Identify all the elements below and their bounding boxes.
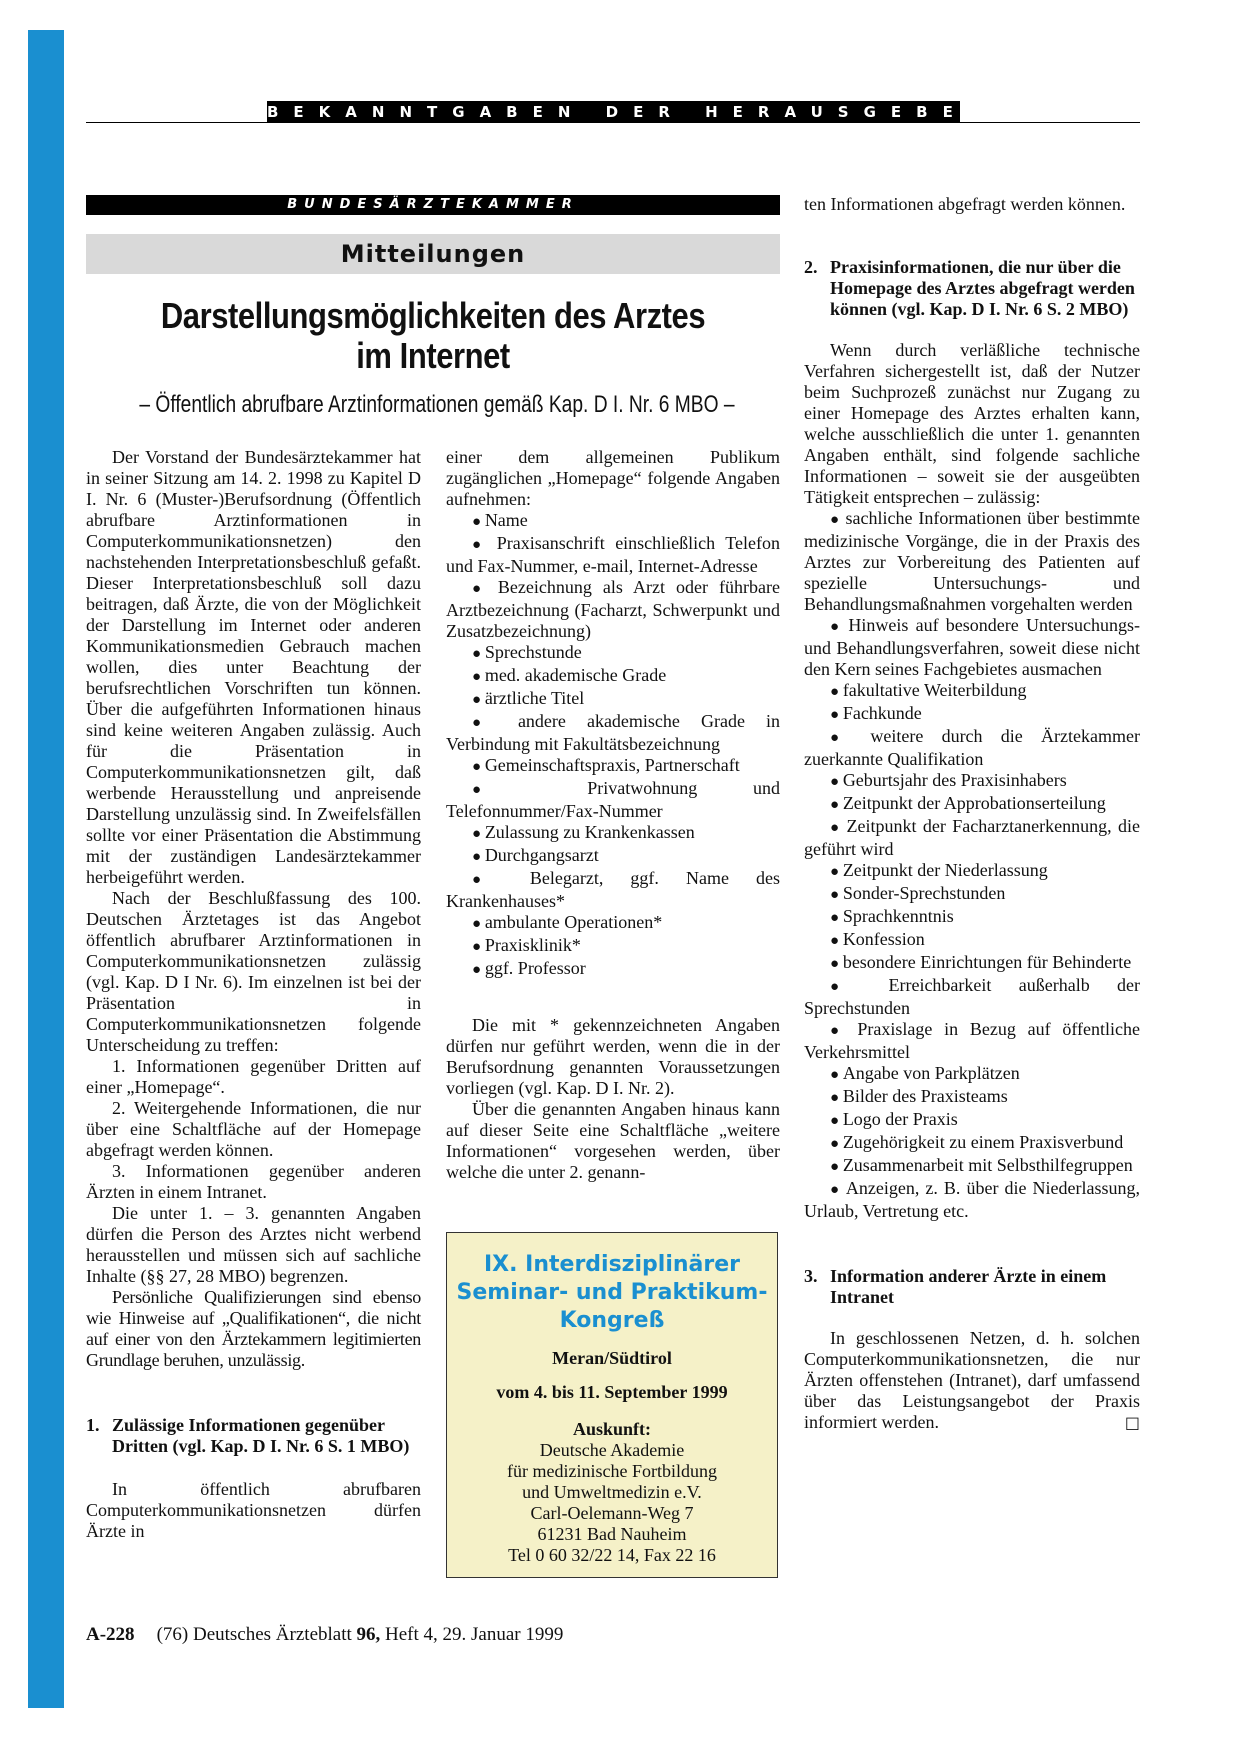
heading-number: 3. (804, 1266, 818, 1286)
header-rule (86, 122, 1140, 123)
blue-side-bar (28, 30, 64, 1708)
bullet-item: ● Fachkunde (804, 703, 1140, 726)
heading-number: 1. (86, 1415, 100, 1435)
page-footer (86, 1623, 563, 1647)
heading-text: Praxisinformationen, die nur über die Homepage des Arztes abgefragt werden können (vgl. Kap. D I. Nr. 6 S. 2 MBO) (830, 257, 1135, 319)
bullet-item: ● Durchgangsarzt (446, 845, 780, 868)
bullet-item: ● Konfession (804, 929, 1140, 952)
page-number: A-228 (86, 1624, 135, 1645)
bullet-item: ● weitere durch die Ärztekammer zuerkannte Qualifikation (804, 726, 1140, 770)
paragraph: Nach der Beschlußfassung des 100. Deutschen Ärztetages ist das Angebot öffentlich abrufbarer Arztinformationen in Computerkommunikationsnetzen zulässig (vgl. Kap. D I Nr. 6). Im einzelnen ist bei der Präsentation in Computerkommunikationsnetzen folgende Unterscheidung zu treffen: (86, 888, 421, 1055)
article-title-line-2: im Internet (356, 335, 510, 376)
bullet-item: ● Gemeinschaftspraxis, Partnerschaft (446, 755, 780, 778)
section-heading-1 (86, 1415, 421, 1457)
bullet-item: ● Praxisanschrift einschließlich Telefon und Fax-Nummer, e-mail, Internet-Adresse (446, 533, 780, 577)
section-heading-2 (804, 257, 1140, 320)
congress-notice-box (446, 1232, 778, 1578)
heading-text: Information anderer Ärzte in einem Intranet (830, 1266, 1107, 1307)
bullet-item: ● Erreichbarkeit außerhalb der Sprechstunden (804, 975, 1140, 1019)
contact-line: 61231 Bad Nauheim (537, 1524, 687, 1544)
list-item: 2. Weitergehende Informationen, die nur über eine Schaltfläche auf der Homepage abgefragt werden können. (86, 1098, 421, 1160)
article-title (135, 296, 732, 376)
bullet-item: ● Zeitpunkt der Niederlassung (804, 860, 1140, 883)
article-title-line-1: Darstellungsmöglichkeiten des Arztes (160, 295, 706, 336)
header-band: BEKANNTGABEN DER HERAUSGEBER (267, 103, 995, 121)
contact-line: Carl-Oelemann-Weg 7 (530, 1503, 694, 1523)
department-label: BUNDESÄRZTEKAMMER (86, 195, 780, 215)
bullet-item: ● Hinweis auf besondere Untersuchungs- und Behandlungsverfahren, soweit diese nicht den Kern seines Fachgebietes ausmachen (804, 615, 1140, 680)
article-subtitle: – Öffentlich abrufbare Arztinformationen gemäß Kap. D I. Nr. 6 MBO – (139, 391, 735, 418)
bullet-item: ● Anzeigen, z. B. über die Niederlassung, Urlaub, Vertretung etc. (804, 1178, 1140, 1222)
bullet-item: ● Sprachkenntnis (804, 906, 1140, 929)
paragraph: ten Informationen abgefragt werden können. (804, 194, 1126, 214)
bullet-item: ● ambulante Operationen* (446, 912, 780, 935)
bullet-item: ● Zeitpunkt der Facharztanerkennung, die geführt wird (804, 816, 1140, 860)
bullet-item: ● Bezeichnung als Arzt oder führbare Arztbezeichnung (Facharzt, Schwerpunkt und Zusatzbezeichnung) (446, 577, 780, 642)
section-title: Mitteilungen (86, 234, 780, 274)
bullet-item: ● Sonder-Sprechstunden (804, 883, 1140, 906)
bullet-item: ● Zusammenarbeit mit Selbsthilfegruppen (804, 1155, 1140, 1178)
heading-text: Zulässige Informationen gegenüber Dritten (vgl. Kap. D I. Nr. 6 S. 1 MBO) (112, 1415, 410, 1456)
paragraph (804, 1328, 1140, 1433)
bullet-item: ● ärztliche Titel (446, 688, 780, 711)
bullet-item: ● Praxisklinik* (446, 935, 780, 958)
congress-title: IX. Interdisziplinärer Seminar- und Praktikum-Kongreß (456, 1252, 768, 1333)
bullet-item: ● andere akademische Grade in Verbindung mit Fakultätsbezeichnung (446, 711, 780, 755)
contact-line: und Umweltmedizin e.V. (522, 1482, 702, 1502)
bullet-item: ● ggf. Professor (446, 958, 780, 981)
paragraph: einer dem allgemeinen Publikum zugänglichen „Homepage“ folgende Angaben aufnehmen: (446, 447, 780, 509)
volume-number: 96, (356, 1624, 381, 1645)
bullet-item: ● Angabe von Parkplätzen (804, 1063, 1140, 1086)
paragraph: Wenn durch verläßliche technische Verfahren sichergestellt ist, daß der Nutzer beim Suchprozeß zunächst nur Zugang zu einer Homepage des Arztes erhalten kann, welche ausschließlich die unter 1. genannten Angaben enthält, sind folgende sachliche Informationen – soweit sie der ausgeübten Tätigkeit entsprechen – zulässig: (804, 340, 1140, 507)
bullet-item: ● sachliche Informationen über bestimmte medizinische Vorgänge, die in der Praxis des Arztes zur Vorbereitung des Patienten auf spezielle Untersuchungs- und Behandlungsmaßnahmen vorgehalten werden (804, 508, 1140, 615)
congress-location: Meran/Südtirol (552, 1348, 672, 1368)
bullet-item: ● Privatwohnung und Telefonnummer/Fax-Nummer (446, 778, 780, 822)
bullet-item: ● fakultative Weiterbildung (804, 680, 1140, 703)
heading-number: 2. (804, 257, 818, 277)
paragraph: Die mit * gekennzeichneten Angaben dürfen nur geführt werden, wenn die in der Berufsordnung genannten Voraussetzungen vorliegen (vgl. Kap. D I. Nr. 2). (446, 1015, 780, 1098)
bullet-item: ● Zulassung zu Krankenkassen (446, 822, 780, 845)
bullet-item: ● Geburtsjahr des Praxisinhabers (804, 770, 1140, 793)
citation-issue: Heft 4, 29. Januar 1999 (385, 1624, 564, 1645)
text-column-1 (86, 447, 421, 1542)
bullet-item: ● Praxislage in Bezug auf öffentliche Verkehrsmittel (804, 1019, 1140, 1063)
bullet-item: ● Bilder des Praxisteams (804, 1086, 1140, 1109)
congress-date: vom 4. bis 11. September 1999 (496, 1382, 728, 1402)
paragraph: Der Vorstand der Bundesärztekammer hat in seiner Sitzung am 14. 2. 1998 zu Kapitel D I. Nr. 6 (Muster-)Berufsordnung (Öffentlich abrufbare Arztinformationen in Computerkommunikationsnetzen) den nachstehenden Interpretationsbeschluß gefaßt. Dieser Interpretationsbeschluß soll dazu beitragen, daß Ärzte, die von der Möglichkeit der Darstellung im Internet oder anderen Kommunikationsmedien Gebrauch machen wollen, dies unter Beachtung der berufsrechtlichen Vorschriften tun können. Über die aufgeführten Informationen hinaus sind keine weiteren Angaben zulässig. Auch für die Präsentation in Computerkommunikationsnetzen gilt, daß werbende Herausstellung und anpreisende Darstellung unzulässig sind. In Zweifelsfällen sollte vor einer Präsentation die Abstimmung mit der zuständigen Landesärztekammer herbeigeführt werden. (86, 447, 421, 887)
paragraph: Über die genannten Angaben hinaus kann auf dieser Seite eine Schaltfläche „weitere Informationen“ vorgesehen werden, über welche die unter 2. genann- (446, 1099, 780, 1182)
list-item: 1. Informationen gegenüber Dritten auf einer „Homepage“. (86, 1056, 421, 1097)
bullet-item: ● besondere Einrichtungen für Behinderte (804, 952, 1140, 975)
text-column-2 (446, 447, 780, 1183)
section-heading-3 (804, 1266, 1140, 1308)
contact-line: Deutsche Akademie (539, 1440, 685, 1460)
contact-line: für medizinische Fortbildung (507, 1461, 717, 1481)
bullet-item: ● med. akademische Grade (446, 665, 780, 688)
contact-line: Tel 0 60 32/22 14, Fax 22 16 (508, 1545, 716, 1565)
paragraph: In öffentlich abrufbaren Computerkommunikationsnetzen dürfen Ärzte in (86, 1479, 421, 1541)
paragraph-text: In geschlossenen Netzen, d. h. solchen Computerkommunikationsnetzen, die nur Ärzten offenstehen (Intranet), darf umfassend über das Leistungsangebot der Praxis informiert werden. (804, 1328, 1140, 1432)
bullet-item: ● Zugehörigkeit zu einem Praxisverbund (804, 1132, 1140, 1155)
bullet-item: ● Sprechstunde (446, 642, 780, 665)
list-item: 3. Informationen gegenüber anderen Ärzten in einem Intranet. (86, 1161, 421, 1202)
bullet-item: ● Logo der Praxis (804, 1109, 1140, 1132)
end-of-article-mark: □ (1124, 1413, 1140, 1432)
text-column-3 (804, 194, 1140, 1433)
paragraph: Persönliche Qualifizierungen sind ebenso wie Hinweise auf „Qualifikationen“, die nicht auf einer von den Ärztekammern legitimierten Grundlage beruhen, unzulässig. (86, 1287, 421, 1370)
bullet-item: ● Belegarzt, ggf. Name des Krankenhauses* (446, 868, 780, 912)
paragraph: Die unter 1. – 3. genannten Angaben dürfen die Person des Arztes nicht werbend herausstellen und müssen sich auf sachliche Inhalte (§§ 27, 28 MBO) begrenzen. (86, 1203, 421, 1286)
citation-prefix: (76) Deutsches Ärzteblatt (156, 1624, 352, 1645)
contact-label: Auskunft: (572, 1419, 652, 1439)
bullet-item: ● Name (446, 510, 780, 533)
bullet-item: ● Zeitpunkt der Approbationserteilung (804, 793, 1140, 816)
